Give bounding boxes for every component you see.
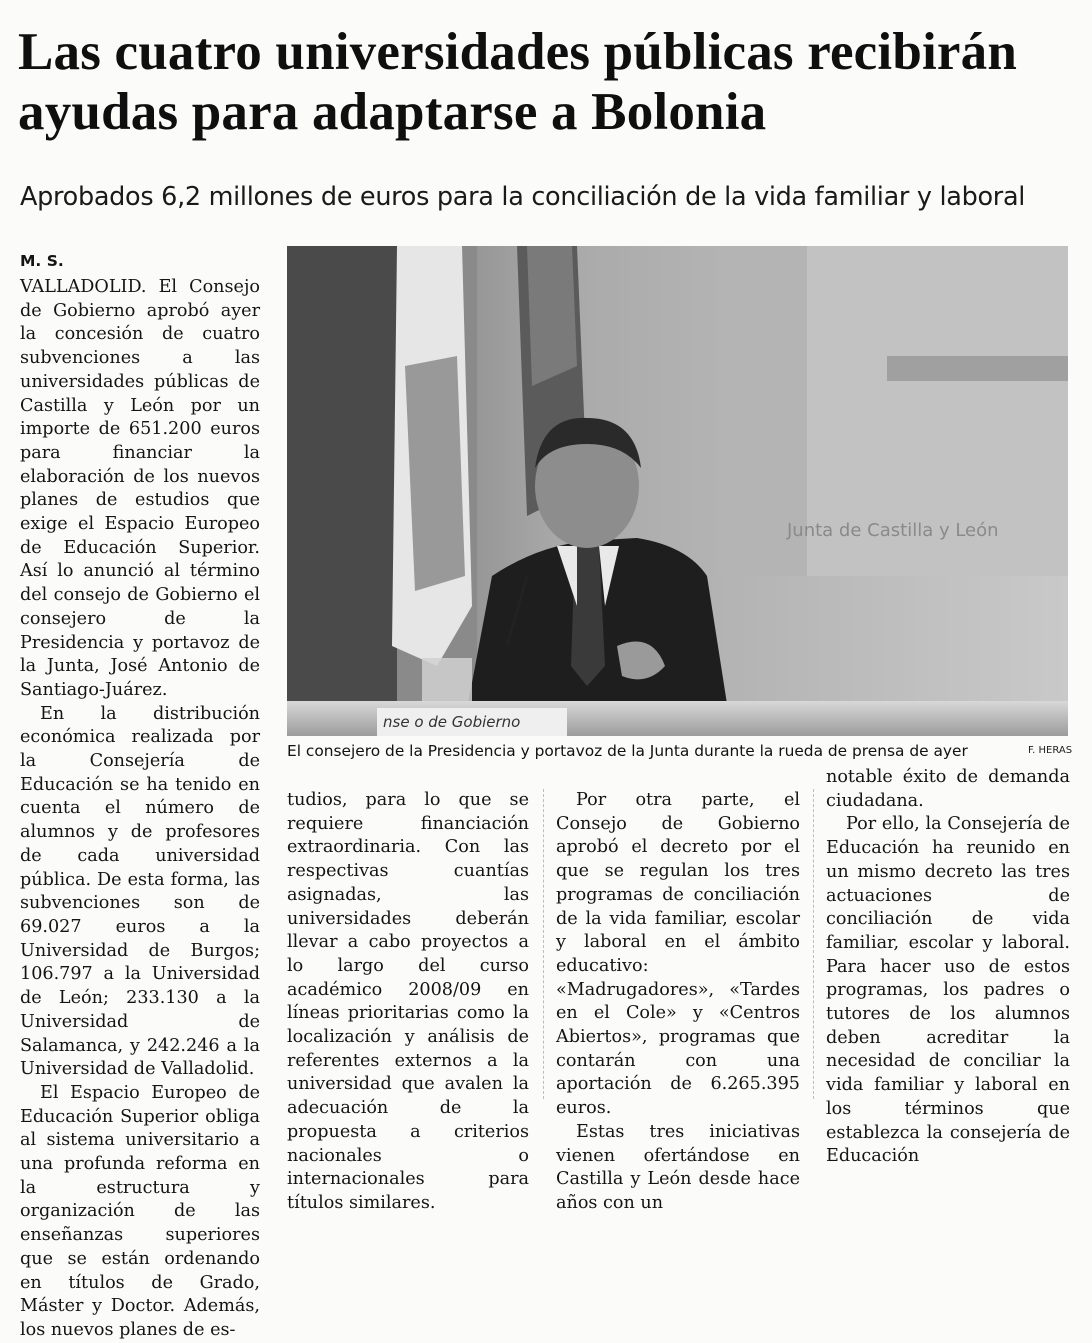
paragraph: Por otra parte, el Consejo de Gobierno aprobó el decreto por el que se regulan los tres programas de conciliación de la vida familiar, escolar y laboral en el ámbito educativo: «Madrugadores», «Tardes en el Cole» y «Centros Abiertos», programas que contarán con una aportación de 6.265.395 euros. (556, 790, 800, 1119)
photo-caption: El consejero de la Presidencia y portavoz de la Junta durante la rueda de prensa de ayer (287, 742, 968, 760)
article-column-1 (20, 250, 260, 1343)
article-column-3 (556, 789, 800, 1216)
nameplate-text: nse o de Gobierno (383, 713, 521, 731)
article-column-2 (287, 789, 529, 1216)
paragraph: VALLADOLID. El Consejo de Gobierno aprobó ayer la concesión de cuatro subvenciones a las universidades públicas de Castilla y León por un importe de 651.200 euros para financiar la elaboración de los nuevos planes de estudios que exige el Espacio Europeo de Educación Superior. Así lo anunció al término del consejo de Gobierno el consejero de la Presidencia y portavoz de la Junta, José Antonio de Santiago-Juárez. (20, 277, 260, 700)
wall-sign-text: Junta de Castilla y León (787, 520, 999, 541)
article-column-4 (826, 766, 1070, 1169)
photo-credit: F. HERAS (1028, 745, 1073, 756)
paragraph: El Espacio Europeo de Educación Superior obliga al sistema universitario a una profunda reforma en la estructura y organización de las enseñanzas superiores que se están ordenando en títulos de Grado, Máster y Doctor. Además, los nuevos planes de es- (20, 1082, 260, 1340)
column-divider (813, 789, 814, 1099)
subheadline: Aprobados 6,2 millones de euros para la conciliación de la vida familiar y laboral (20, 182, 1026, 212)
press-conference-photo (287, 246, 1068, 736)
paragraph: tudios, para lo que se requiere financiación extraordinaria. Con las respectivas cuantías asignadas, las universidades deberán llevar a cabo proyectos a lo largo del curso académico 2008/09 en líneas prioritarias como la localización y análisis de referentes externos a la universidad que avalen la adecuación de la propuesta a criterios nacionales o internacionales para títulos similares. (287, 790, 529, 1213)
photo-illustration (287, 246, 1068, 736)
paragraph: Por ello, la Consejería de Educación ha reunido en un mismo decreto las tres actuaciones de conciliación de vida familiar, escolar y laboral. Para hacer uso de estos programas, los padres o tutores de los alumnos deben acreditar la necesidad de conciliar la vida familiar y laboral en los términos que establezca la consejería de Educación (826, 814, 1070, 1167)
byline: M. S. (20, 252, 64, 270)
headline: Las cuatro universidades públicas recibirán ayudas para adaptarse a Bolonia (18, 23, 1018, 141)
paragraph: En la distribución económica realizada por la Consejería de Educación se ha tenido en cuenta el número de alumnos y de profesores de cada universidad pública. De esta forma, las subvenciones son de 69.027 euros a la Universidad de Burgos; 106.797 a la Universidad de León; 233.130 a la Universidad de Salamanca, y 242.246 a la Universidad de Valladolid. (20, 703, 260, 1080)
paragraph: notable éxito de demanda ciudadana. (826, 767, 1070, 811)
paragraph: Estas tres iniciativas vienen ofertándose en Castilla y León desde hace años con un (556, 1121, 800, 1213)
column-divider (543, 789, 544, 1099)
